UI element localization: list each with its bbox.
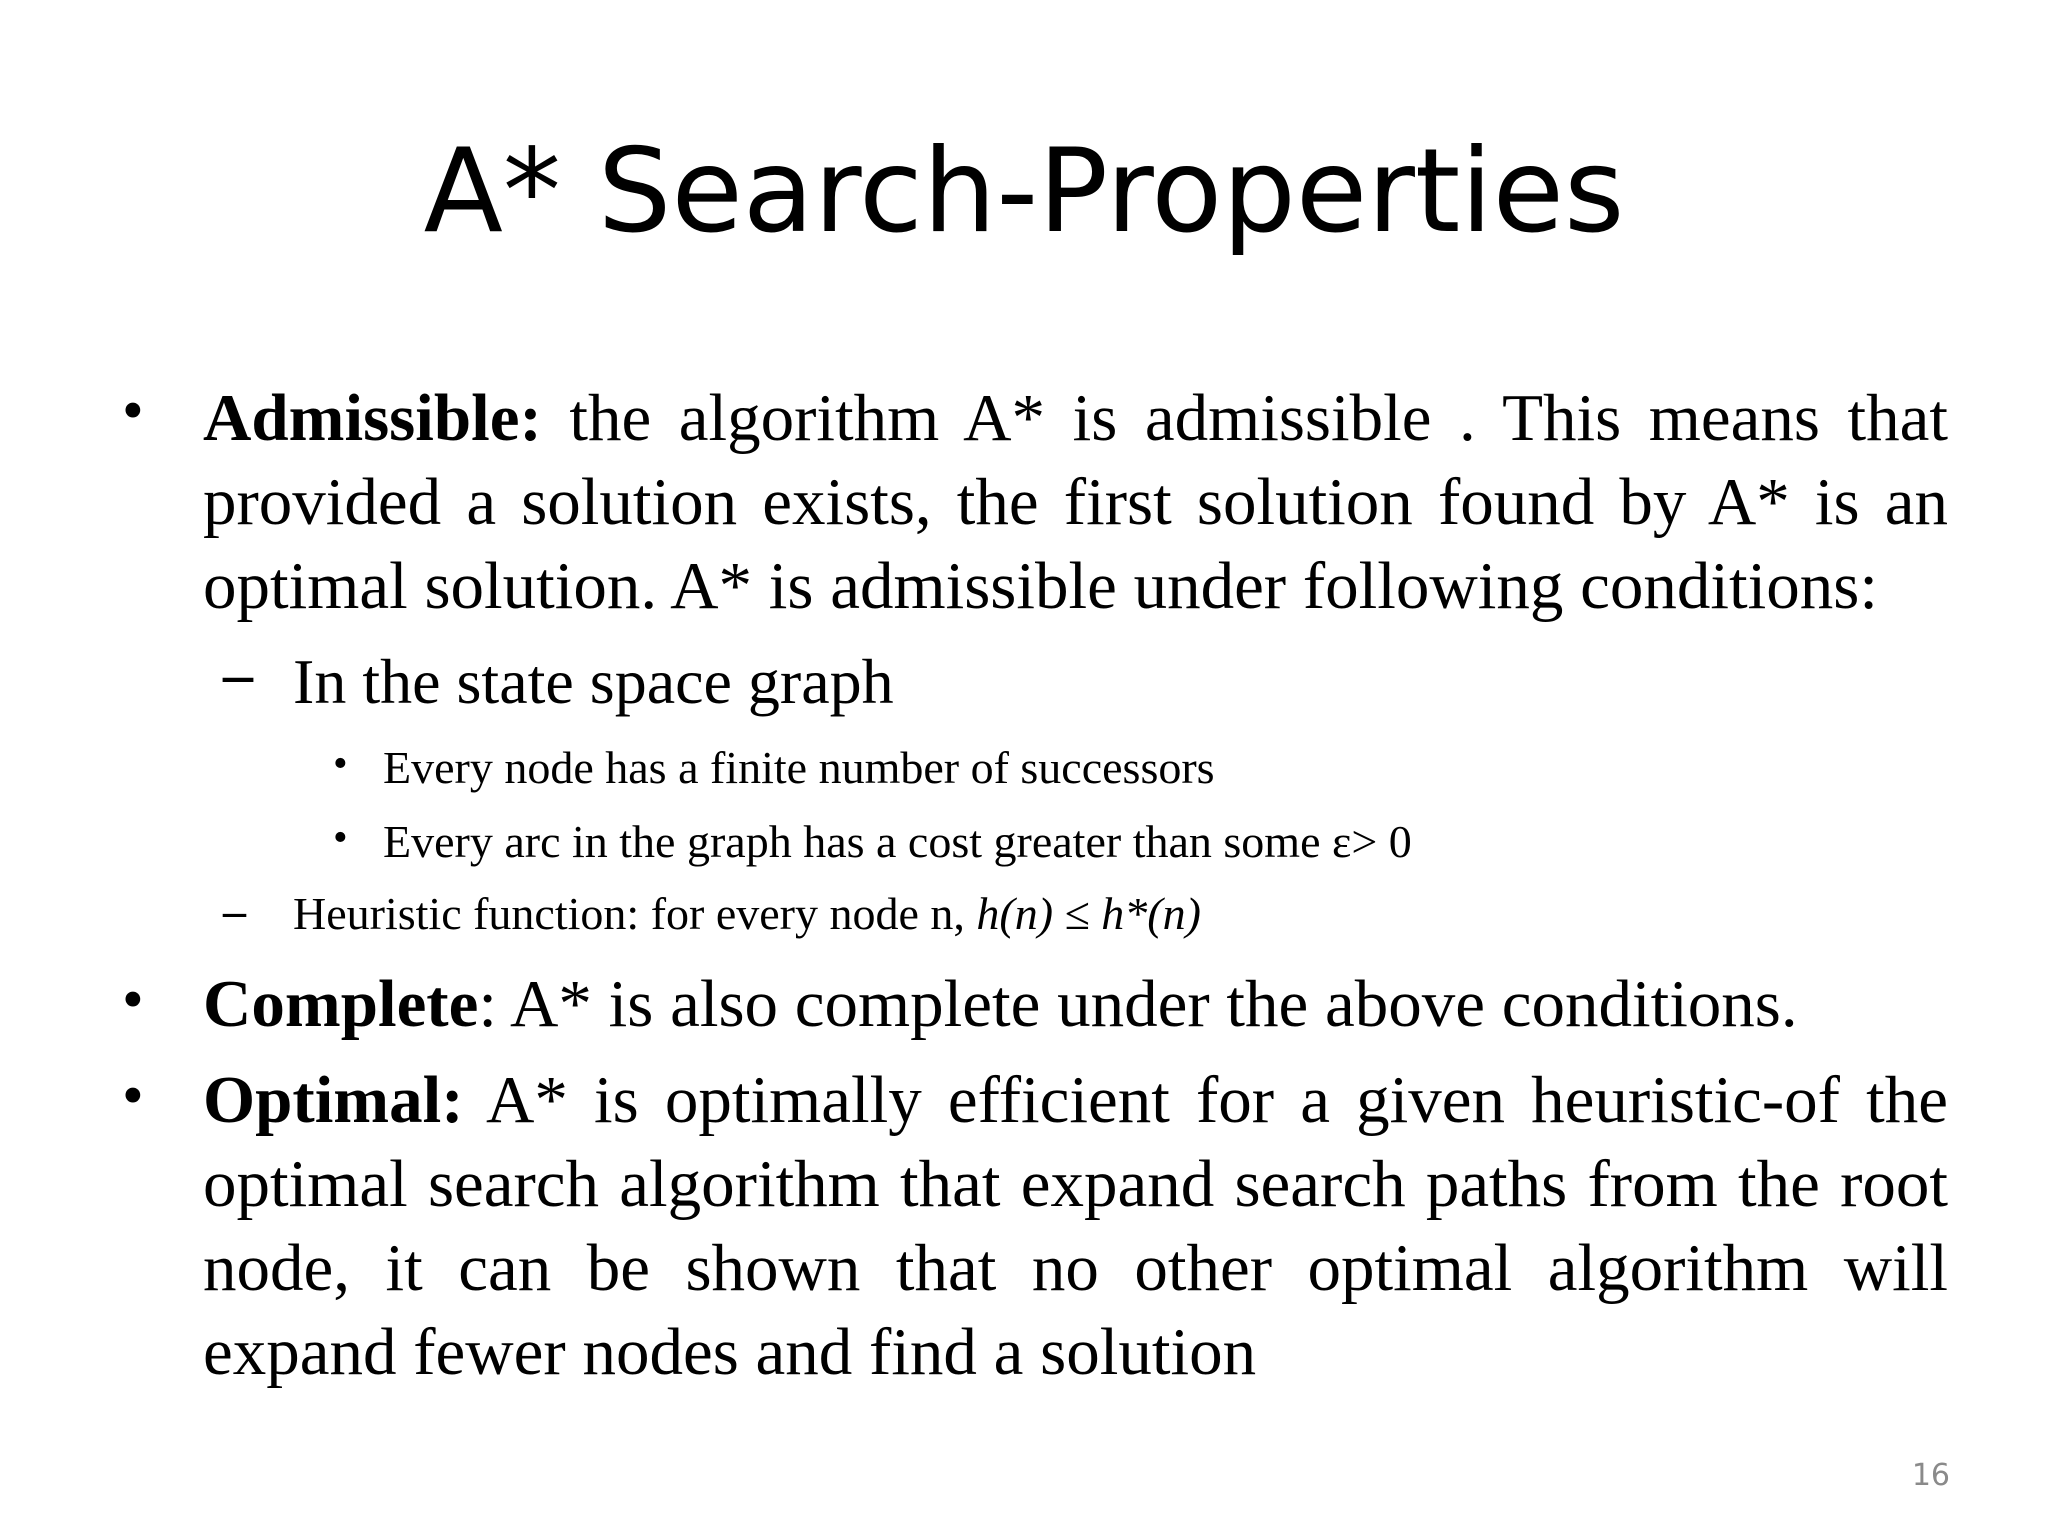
bullet-icon: •: [333, 741, 348, 787]
optimal-text: A* is optimally efficient for a given heuristic-of the optimal search algorithm that expand search paths from the root node, it can be shown that no other optimal algorithm will expand fewer nodes and find a solution: [203, 1063, 1948, 1389]
bullet-icon: •: [122, 1062, 144, 1130]
heuristic-text: Heuristic function: for every node n,: [293, 888, 977, 939]
bullet-icon: •: [333, 815, 348, 861]
page-number: 16: [1911, 1458, 1950, 1493]
bullet-icon: •: [122, 377, 144, 445]
optimal-paragraph: [203, 1058, 1948, 1394]
state-space-item-2: Every arc in the graph has a cost greater than some ε> 0: [383, 816, 1412, 867]
heuristic-formula: h(n) ≤ h*(n): [976, 888, 1201, 939]
slide-title: A* Search-Properties: [423, 124, 1625, 259]
state-space-heading: In the state space graph: [293, 646, 894, 717]
complete-label: Complete: [203, 967, 479, 1041]
heuristic-line: [293, 884, 1201, 944]
state-space-item-1: Every node has a finite number of successors: [383, 742, 1215, 793]
complete-text: : A* is also complete under the above conditions.: [478, 967, 1798, 1041]
admissible-label: Admissible:: [203, 381, 542, 455]
admissible-paragraph: [203, 376, 1948, 628]
optimal-label: Optimal:: [203, 1063, 464, 1137]
admissible-text: the algorithm A* is admissible . This means that provided a solution exists, the first solution found by A* is an optimal solution. A* is admissible under following conditions:: [203, 381, 1948, 623]
dash-icon: –: [223, 641, 253, 707]
complete-paragraph: [203, 962, 1948, 1046]
dash-icon: –: [223, 885, 246, 936]
bullet-icon: •: [122, 966, 144, 1034]
